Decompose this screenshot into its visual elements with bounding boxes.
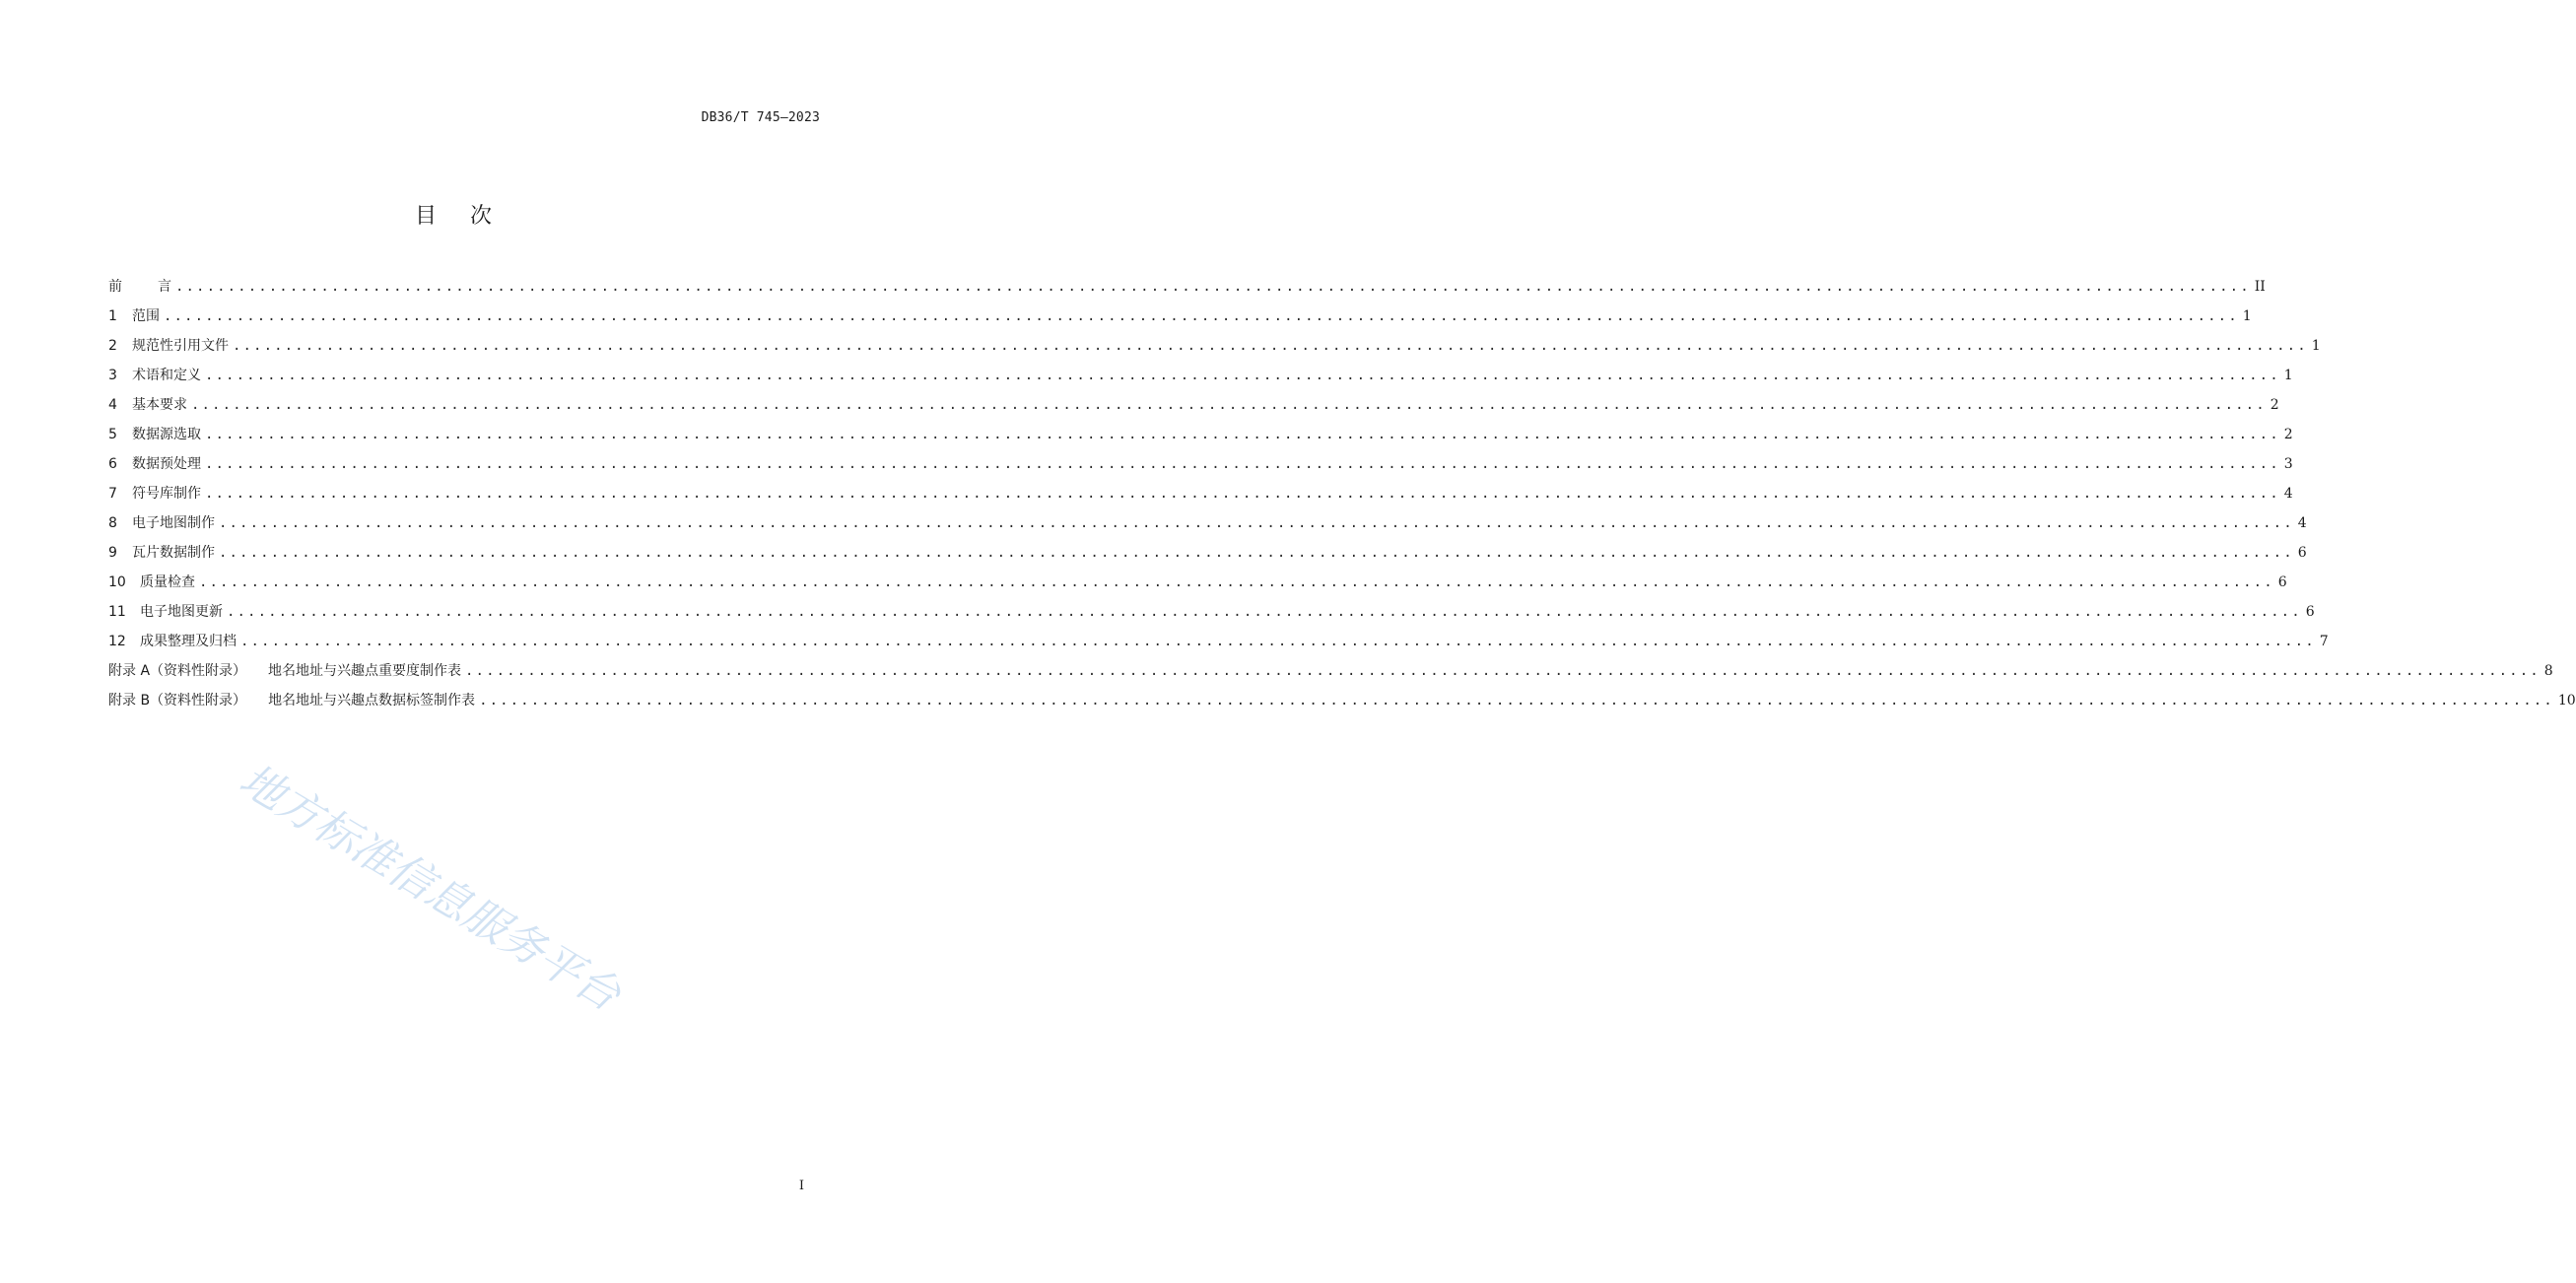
toc-number: 12: [108, 634, 126, 649]
toc-number: 1: [108, 308, 117, 324]
toc-label: 瓦片数据制作: [132, 545, 215, 561]
toc-leader: ........................................................................................................................................................................................................: [219, 515, 2294, 531]
watermark: [227, 749, 739, 1064]
toc-entry-11[interactable]: [108, 597, 2315, 627]
standard-code: DB36/T 745—2023: [701, 110, 820, 125]
toc-leader: ........................................................................................................................................................................................................: [233, 338, 2308, 354]
toc-leader: ........................................................................................................................................................................................................: [205, 456, 2280, 472]
page-number: I: [798, 1179, 804, 1193]
toc-page: 6: [2297, 545, 2307, 561]
toc-leader: ........................................................................................................................................................................................................: [479, 693, 2554, 709]
toc-number: 2: [108, 338, 117, 354]
toc-page: 2: [2270, 397, 2279, 413]
toc-entry-3[interactable]: [108, 361, 2293, 390]
toc-leader: ........................................................................................................................................................................................................: [205, 427, 2280, 442]
toc-entry-4[interactable]: [108, 390, 2279, 420]
toc-label: 符号库制作: [132, 486, 201, 502]
toc-number: 5: [108, 427, 117, 442]
toc-leader: ........................................................................................................................................................................................................: [465, 663, 2541, 679]
toc-number: 9: [108, 545, 117, 561]
toc-number: 4: [108, 397, 117, 413]
toc-label: 术语和定义: [132, 368, 201, 383]
toc-entry-2[interactable]: [108, 331, 2321, 361]
toc-list: [108, 272, 2576, 715]
toc-number: 8: [108, 515, 117, 531]
toc-leader: ........................................................................................................................................................................................................: [240, 634, 2316, 649]
toc-label: 质量检查: [140, 574, 195, 590]
toc-entry-10[interactable]: [108, 568, 2287, 597]
toc-page: 2: [2283, 427, 2293, 442]
toc-page: 7: [2319, 634, 2329, 649]
toc-page: 6: [2305, 604, 2315, 620]
toc-number: 10: [108, 574, 126, 590]
toc-leader: ........................................................................................................................................................................................................: [191, 397, 2267, 413]
toc-leader: ........................................................................................................................................................................................................: [205, 368, 2280, 383]
toc-label: 地名地址与兴趣点重要度制作表: [268, 663, 462, 679]
toc-label: 电子地图制作: [132, 515, 215, 531]
toc-label: 数据源选取: [132, 427, 201, 442]
toc-number: 3: [108, 368, 117, 383]
toc-leader: ........................................................................................................................................................................................................: [219, 545, 2294, 561]
toc-label: 电子地图更新: [140, 604, 223, 620]
toc-leader: ........................................................................................................................................................................................................: [205, 486, 2280, 502]
toc-entry-8[interactable]: [108, 508, 2307, 538]
toc-leader: ........................................................................................................................................................................................................: [199, 574, 2274, 590]
toc-entry-appendix-b[interactable]: [108, 686, 2576, 715]
toc-label: 基本要求: [132, 397, 187, 413]
toc-number: 6: [108, 456, 117, 472]
toc-entry-9[interactable]: [108, 538, 2307, 568]
watermark-text: 地方标准信息服务平台: [231, 754, 629, 1022]
toc-entry-7[interactable]: [108, 479, 2293, 508]
toc-page: 10: [2557, 693, 2576, 709]
toc-page: 3: [2283, 456, 2293, 472]
toc-page: 4: [2283, 486, 2293, 502]
toc-label: 数据预处理: [132, 456, 201, 472]
toc-leader: ........................................................................................................................................................................................................: [227, 604, 2302, 620]
toc-label: 规范性引用文件: [132, 338, 229, 354]
toc-page: 1: [2283, 368, 2293, 383]
toc-page: II: [2254, 279, 2266, 295]
toc-label: 范围: [132, 308, 160, 324]
toc-label: 前言: [108, 279, 171, 295]
toc-page: 6: [2277, 574, 2287, 590]
toc-appendix-id: 附录 A（资料性附录）: [108, 663, 247, 679]
toc-page: 4: [2297, 515, 2307, 531]
toc-label: 地名地址与兴趣点数据标签制作表: [268, 693, 476, 709]
toc-number: 11: [108, 604, 126, 620]
toc-page: 8: [2543, 663, 2553, 679]
toc-page: 1: [2311, 338, 2321, 354]
toc-entry-1[interactable]: [108, 302, 2252, 331]
toc-entry-6[interactable]: [108, 449, 2293, 479]
toc-entry-5[interactable]: [108, 420, 2293, 449]
toc-appendix-id: 附录 B（资料性附录）: [108, 693, 247, 709]
toc-leader: ........................................................................................................................................................................................................: [164, 308, 2239, 324]
toc-label: 成果整理及归档: [140, 634, 237, 649]
toc-page: 1: [2242, 308, 2252, 324]
toc-entry-preface[interactable]: [108, 272, 2266, 302]
toc-number: 7: [108, 486, 117, 502]
toc-entry-appendix-a[interactable]: [108, 656, 2553, 686]
toc-leader: ........................................................................................................................................................................................................: [175, 279, 2251, 295]
toc-title: 目次: [414, 204, 525, 229]
toc-entry-12[interactable]: [108, 627, 2329, 656]
